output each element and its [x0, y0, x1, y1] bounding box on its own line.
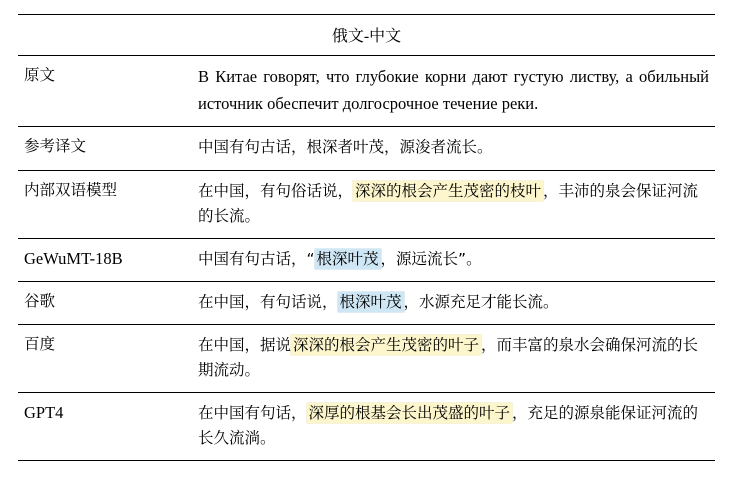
row-content: [192, 239, 715, 282]
row-text: [198, 333, 709, 383]
row-label: 百度: [24, 334, 56, 353]
row-label: 内部双语模型: [24, 180, 118, 199]
table-row: [18, 282, 715, 325]
table-row: [18, 56, 715, 127]
highlighted-phrase: 根深叶茂: [316, 249, 379, 268]
row-content: [192, 325, 715, 393]
row-label: 原文: [24, 66, 56, 84]
text-segment: 在中国有句话，: [198, 404, 307, 423]
row-label: GPT4: [24, 403, 64, 423]
row-text: [198, 290, 709, 315]
row-label: GeWuMT-18B: [24, 248, 123, 268]
rule-line: [18, 461, 715, 462]
highlighted-phrase: 深厚的根基会长出茂盛的叶子: [308, 404, 511, 423]
row-content: [192, 393, 715, 461]
row-label: 谷歌: [24, 291, 56, 310]
highlighted-phrase: 深深的根会产生茂密的叶子: [293, 335, 480, 354]
row-label: 参考译文: [24, 137, 87, 156]
row-text: [198, 135, 709, 160]
table-row: [18, 127, 715, 170]
text-segment: ，充足的源泉能保证河流的长久流淌。: [198, 404, 699, 448]
row-text: [198, 179, 709, 229]
row-text: [198, 247, 709, 272]
table-bottom-rule: [18, 461, 715, 462]
table-body: [18, 15, 715, 462]
row-text: [198, 401, 709, 451]
highlighted-phrase: 深深的根会产生茂密的枝叶: [355, 181, 542, 200]
table-row: [18, 393, 715, 461]
text-segment: 在中国，有句俗话说，: [198, 181, 354, 200]
table-header-row: [18, 15, 715, 56]
table-title: 俄文-中文: [331, 28, 402, 45]
text-segment: 中国有句古话，“: [198, 249, 315, 268]
table-row: [18, 239, 715, 282]
row-text: [198, 64, 709, 117]
text-segment: 中国有句古话，根深者叶茂，源浚者流长。: [198, 138, 493, 157]
comparison-table: [18, 14, 715, 461]
text-segment: В Китае говорят, что глубокие корни дают густую листву, а обильный источник обеспечит долгосрочное течение реки.: [198, 67, 709, 113]
text-segment: 在中国，有句话说，: [198, 292, 338, 311]
row-content: [192, 171, 715, 239]
text-segment: ，源远流长”。: [380, 249, 482, 268]
row-content: [192, 282, 715, 325]
text-segment: ，丰沛的泉会保证河流的长流。: [198, 181, 699, 225]
text-segment: 在中国，据说: [198, 335, 292, 354]
highlighted-phrase: 根深叶茂: [339, 292, 402, 311]
table-row: [18, 171, 715, 239]
row-content: [192, 127, 715, 170]
text-segment: ，而丰富的泉水会确保河流的长期流动。: [198, 335, 699, 380]
row-content: [192, 56, 715, 127]
text-segment: ，水源充足才能长流。: [403, 292, 559, 311]
table-row: [18, 325, 715, 393]
